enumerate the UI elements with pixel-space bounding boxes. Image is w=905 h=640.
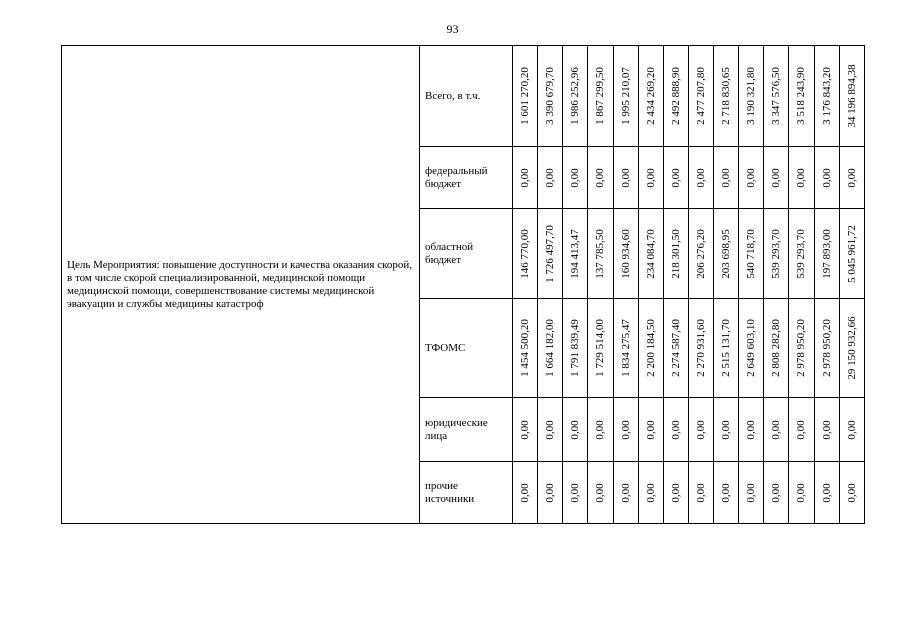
value-text: 2 978 950,20: [795, 319, 808, 377]
value-text: 0,00: [669, 167, 682, 188]
value-cell: [764, 147, 789, 209]
value-cell: [764, 209, 789, 299]
funding-source-label: юридические лица: [420, 398, 513, 462]
value-cell: [588, 462, 613, 524]
value-cell: [563, 398, 588, 462]
value-cell: [814, 299, 839, 398]
value-cell: [714, 398, 739, 462]
value-text: 0,00: [795, 482, 808, 503]
value-cell: [538, 147, 563, 209]
value-cell: [513, 209, 538, 299]
value-cell: [739, 46, 764, 147]
value-cell: [638, 299, 663, 398]
value-text: 0,00: [820, 482, 833, 503]
value-text: 1 664 182,00: [544, 319, 557, 377]
value-cell: [739, 398, 764, 462]
value-text: 2 434 269,20: [644, 67, 657, 125]
value-cell: [663, 398, 688, 462]
value-text: 2 978 950,20: [820, 319, 833, 377]
value-text: 0,00: [519, 167, 532, 188]
value-cell: [588, 299, 613, 398]
value-text: 0,00: [770, 419, 783, 440]
value-text: 234 084,70: [644, 228, 657, 279]
value-text: 1 726 497,70: [544, 224, 557, 283]
funding-source-label: областной бюджет: [420, 209, 513, 299]
value-text: 194 413,47: [569, 228, 582, 279]
budget-table: [61, 45, 865, 524]
funding-source-label: ТФОМС: [420, 299, 513, 398]
value-cell: [789, 147, 814, 209]
value-cell: [739, 147, 764, 209]
value-cell: [513, 462, 538, 524]
goal-description: Цель Мероприятия: повышение доступности и качества оказания скорой, в том числе скорой специализированной, медицинской помощи медицинской помощи, совершенствование системы медицинской эвакуации и службы медицины катастроф: [62, 46, 420, 524]
value-cell: [613, 462, 638, 524]
value-cell: [663, 209, 688, 299]
value-text: 2 477 207,80: [694, 67, 707, 125]
value-text: 5 045 961,72: [845, 224, 858, 283]
value-text: 0,00: [770, 482, 783, 503]
value-cell: [663, 299, 688, 398]
value-cell: [638, 46, 663, 147]
value-cell: [714, 46, 739, 147]
value-text: 146 770,00: [519, 228, 532, 279]
value-cell: [814, 46, 839, 147]
value-text: 0,00: [544, 419, 557, 440]
value-text: 160 934,60: [619, 228, 632, 279]
value-text: 1 729 514,00: [594, 319, 607, 377]
value-text: 0,00: [619, 167, 632, 188]
value-text: 0,00: [720, 419, 733, 440]
value-text: 0,00: [820, 419, 833, 440]
value-text: 197 893,00: [820, 228, 833, 279]
value-cell: [638, 462, 663, 524]
value-text: 0,00: [669, 482, 682, 503]
value-text: 1 601 270,20: [519, 67, 532, 125]
value-cell: [638, 209, 663, 299]
value-cell: [613, 398, 638, 462]
value-cell: [538, 209, 563, 299]
value-cell: [563, 46, 588, 147]
value-cell: [739, 462, 764, 524]
table-row: [62, 46, 865, 147]
value-cell: [513, 46, 538, 147]
value-text: 0,00: [720, 167, 733, 188]
value-cell: [563, 299, 588, 398]
value-text: 29 150 932,66: [845, 316, 858, 380]
value-cell: [513, 147, 538, 209]
value-text: 203 698,95: [720, 228, 733, 279]
value-cell: [789, 209, 814, 299]
value-cell: [739, 299, 764, 398]
value-cell: [764, 398, 789, 462]
value-cell: [688, 398, 713, 462]
value-text: 0,00: [745, 482, 758, 503]
value-text: 0,00: [544, 167, 557, 188]
value-cell: [563, 209, 588, 299]
value-text: 0,00: [569, 167, 582, 188]
value-text: 0,00: [644, 167, 657, 188]
value-cell: [839, 299, 864, 398]
value-cell: [613, 147, 638, 209]
value-text: 3 347 576,50: [770, 67, 783, 125]
value-text: 0,00: [594, 419, 607, 440]
value-cell: [764, 462, 789, 524]
value-cell: [688, 209, 713, 299]
value-text: 2 274 587,40: [669, 319, 682, 377]
value-text: 0,00: [619, 419, 632, 440]
value-text: 206 276,20: [694, 228, 707, 279]
value-cell: [663, 46, 688, 147]
funding-source-label: Всего, в т.ч.: [420, 46, 513, 147]
value-text: 1 995 210,07: [619, 67, 632, 125]
page-number: 93: [446, 22, 459, 36]
value-cell: [839, 46, 864, 147]
value-text: 540 718,70: [745, 228, 758, 279]
value-cell: [714, 462, 739, 524]
value-text: 3 176 843,20: [820, 67, 833, 125]
value-text: 0,00: [745, 419, 758, 440]
value-cell: [663, 462, 688, 524]
value-text: 0,00: [694, 167, 707, 188]
value-text: 0,00: [594, 167, 607, 188]
value-text: 2 808 282,80: [770, 319, 783, 377]
value-cell: [789, 46, 814, 147]
funding-source-label: федеральный бюджет: [420, 147, 513, 209]
value-text: 0,00: [544, 482, 557, 503]
value-cell: [513, 398, 538, 462]
value-text: 2 200 184,50: [644, 319, 657, 377]
value-text: 0,00: [644, 419, 657, 440]
value-cell: [789, 398, 814, 462]
value-cell: [764, 299, 789, 398]
value-text: 3 390 679,70: [544, 67, 557, 125]
value-cell: [538, 398, 563, 462]
value-cell: [588, 46, 613, 147]
value-text: 0,00: [644, 482, 657, 503]
value-text: 2 649 603,10: [745, 319, 758, 377]
value-cell: [538, 299, 563, 398]
value-text: 1 986 252,96: [569, 67, 582, 125]
value-cell: [613, 46, 638, 147]
value-text: 34 196 894,38: [845, 64, 858, 128]
value-text: 1 791 839,49: [569, 319, 582, 377]
value-cell: [688, 462, 713, 524]
value-cell: [513, 299, 538, 398]
budget-table-body: [62, 46, 865, 524]
value-text: 1 454 500,20: [519, 319, 532, 377]
value-cell: [739, 209, 764, 299]
value-text: 0,00: [594, 482, 607, 503]
value-cell: [814, 398, 839, 462]
value-text: 539 293,70: [795, 228, 808, 279]
value-text: 2 718 830,65: [720, 67, 733, 125]
value-text: 0,00: [795, 419, 808, 440]
value-text: 0,00: [694, 419, 707, 440]
value-cell: [839, 398, 864, 462]
value-cell: [789, 299, 814, 398]
value-cell: [563, 147, 588, 209]
value-text: 0,00: [845, 419, 858, 440]
value-cell: [714, 299, 739, 398]
value-text: 0,00: [569, 482, 582, 503]
value-text: 1 834 275,47: [619, 319, 632, 377]
value-cell: [538, 46, 563, 147]
value-text: 2 492 888,90: [669, 67, 682, 125]
value-cell: [638, 147, 663, 209]
value-text: 1 867 299,50: [594, 67, 607, 125]
value-cell: [588, 398, 613, 462]
value-cell: [814, 147, 839, 209]
value-text: 2 515 131,70: [720, 319, 733, 377]
value-cell: [688, 147, 713, 209]
value-cell: [839, 147, 864, 209]
value-cell: [839, 462, 864, 524]
value-cell: [764, 46, 789, 147]
value-text: 218 301,50: [669, 228, 682, 279]
value-text: 2 270 931,60: [694, 319, 707, 377]
value-text: 0,00: [745, 167, 758, 188]
value-text: 0,00: [820, 167, 833, 188]
value-cell: [638, 398, 663, 462]
value-text: 0,00: [519, 482, 532, 503]
value-text: 0,00: [720, 482, 733, 503]
value-cell: [663, 147, 688, 209]
value-cell: [789, 462, 814, 524]
value-text: 3 518 243,90: [795, 67, 808, 125]
value-text: 0,00: [694, 482, 707, 503]
value-cell: [714, 147, 739, 209]
value-text: 539 293,70: [770, 228, 783, 279]
value-cell: [839, 209, 864, 299]
value-text: 0,00: [795, 167, 808, 188]
value-text: 0,00: [669, 419, 682, 440]
value-cell: [613, 209, 638, 299]
value-text: 0,00: [845, 167, 858, 188]
value-cell: [588, 147, 613, 209]
value-cell: [814, 209, 839, 299]
value-cell: [538, 462, 563, 524]
value-text: 3 190 321,80: [745, 67, 758, 125]
value-text: 0,00: [619, 482, 632, 503]
value-cell: [563, 462, 588, 524]
value-text: 0,00: [519, 419, 532, 440]
value-cell: [714, 209, 739, 299]
value-cell: [588, 209, 613, 299]
value-cell: [688, 299, 713, 398]
value-text: 0,00: [569, 419, 582, 440]
value-cell: [613, 299, 638, 398]
value-cell: [688, 46, 713, 147]
funding-source-label: прочие источники: [420, 462, 513, 524]
value-text: 0,00: [845, 482, 858, 503]
value-cell: [814, 462, 839, 524]
value-text: 137 785,50: [594, 228, 607, 279]
value-text: 0,00: [770, 167, 783, 188]
